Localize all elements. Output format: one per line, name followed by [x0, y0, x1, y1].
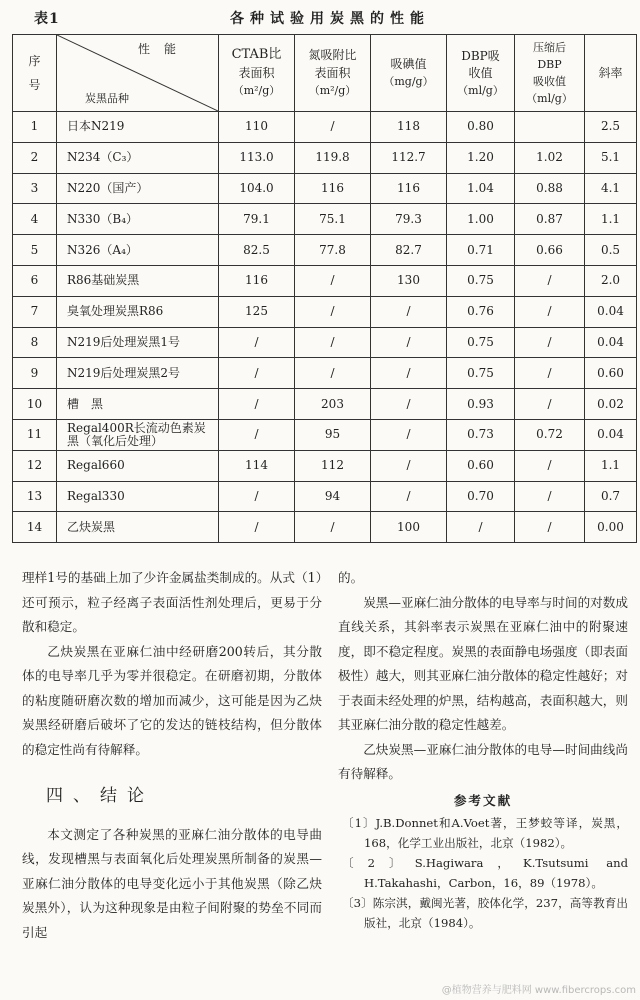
table-row	[13, 481, 637, 512]
table-cell-name: N330（B₄）	[57, 204, 219, 235]
table-cell-cdbp: /	[515, 512, 585, 543]
table-cell-iodine: 116	[371, 173, 447, 204]
table-cell-no: 12	[13, 450, 57, 481]
table-row	[13, 450, 637, 481]
table-row	[13, 358, 637, 389]
header-ctab: CTAB比 表面积 （m²/g）	[219, 35, 295, 112]
table-row	[13, 327, 637, 358]
table-cell-name: 乙炔炭黑	[57, 512, 219, 543]
table-number: 表1	[34, 11, 60, 27]
table-cell-no: 7	[13, 296, 57, 327]
table-cell-dbp: 1.00	[447, 204, 515, 235]
table-cell-cdbp: 0.88	[515, 173, 585, 204]
table-cell-n2: 203	[295, 389, 371, 420]
header-property-label: 性能	[137, 42, 190, 56]
table-cell-ctab: /	[219, 419, 295, 450]
table-cell-no: 10	[13, 389, 57, 420]
watermark: @植物营养与肥料网 www.fibercrops.com	[441, 985, 636, 996]
table-cell-slope: 4.1	[585, 173, 637, 204]
table-cell-n2: /	[295, 265, 371, 296]
table-cell-name: N234（C₃）	[57, 142, 219, 173]
table-cell-dbp: 1.04	[447, 173, 515, 204]
table-cell-n2: 75.1	[295, 204, 371, 235]
header-slope: 斜率	[585, 35, 637, 112]
table-cell-slope: 0.60	[585, 358, 637, 389]
table-cell-no: 2	[13, 142, 57, 173]
left-paragraph-3: 本文测定了各种炭黑的亚麻仁油分散体的电导曲线，发现槽黑与表面氧化后处理炭黑所制备的炭黑—亚麻仁油分散体的电导变化远小于其他炭黑（除乙炔炭黑外），认为这种现象是由粒子间附聚的势垒不同而引起	[22, 826, 322, 940]
table-cell-name: N326（A₄）	[57, 235, 219, 266]
table-cell-no: 9	[13, 358, 57, 389]
table-cell-n2: 95	[295, 419, 371, 450]
table-cell-dbp: 0.93	[447, 389, 515, 420]
table-cell-dbp: 0.75	[447, 265, 515, 296]
right-paragraph-0: 的。	[338, 570, 364, 585]
table-cell-dbp: 0.80	[447, 112, 515, 143]
header-property	[57, 35, 219, 112]
table-cell-name: N220（国产）	[57, 173, 219, 204]
left-text-column	[22, 566, 322, 945]
table-cell-cdbp	[515, 112, 585, 143]
header-seq: 序 号	[13, 35, 57, 112]
table-cell-n2: 94	[295, 481, 371, 512]
table-cell-name: N219后处理炭黑2号	[57, 358, 219, 389]
table-row	[13, 142, 637, 173]
table-cell-cdbp: /	[515, 358, 585, 389]
table-cell-slope: 5.1	[585, 142, 637, 173]
table-row	[13, 204, 637, 235]
table-cell-ctab: /	[219, 512, 295, 543]
references-heading: 参考文献	[453, 792, 513, 808]
table-cell-ctab: 79.1	[219, 204, 295, 235]
table-cell-no: 6	[13, 265, 57, 296]
table-cell-slope: 0.04	[585, 327, 637, 358]
right-paragraph-1: 炭黑—亚麻仁油分散体的电导率与时间的对数成直线关系，其斜率表示炭黑在亚麻仁油中的附聚速度，即不稳定程度。炭黑的表面静电场强度（即表面极性）越大，则其亚麻仁油分散体的稳定性越好；对于表面未经处理的炉黑，结构越高，表面积越大，则其亚麻仁油分散的稳定性越差。	[338, 594, 628, 732]
table-cell-iodine: 112.7	[371, 142, 447, 173]
table-cell-slope: 2.5	[585, 112, 637, 143]
table-cell-cdbp: /	[515, 450, 585, 481]
table-cell-no: 4	[13, 204, 57, 235]
table-cell-slope: 0.02	[585, 389, 637, 420]
table-cell-slope: 1.1	[585, 450, 637, 481]
carbon-black-properties-table	[12, 34, 637, 543]
table-cell-iodine: 100	[371, 512, 447, 543]
table-cell-dbp: 0.75	[447, 358, 515, 389]
table-cell-slope: 2.0	[585, 265, 637, 296]
table-cell-n2: 112	[295, 450, 371, 481]
table-cell-ctab: /	[219, 358, 295, 389]
table-cell-dbp: 1.20	[447, 142, 515, 173]
table-cell-name: Regal400R长流动色素炭黑（氧化后处理）	[57, 419, 219, 450]
table-cell-slope: 0.5	[585, 235, 637, 266]
right-text-column	[338, 566, 628, 933]
table-cell-n2: /	[295, 296, 371, 327]
table-cell-no: 5	[13, 235, 57, 266]
table-cell-cdbp: /	[515, 327, 585, 358]
table-cell-name: R86基础炭黑	[57, 265, 219, 296]
table-cell-n2: 77.8	[295, 235, 371, 266]
table-cell-cdbp: /	[515, 296, 585, 327]
table-row	[13, 389, 637, 420]
table-cell-ctab: /	[219, 389, 295, 420]
reference-3: 〔3〕陈宗淇，戴闽光著，胶体化学，237，高等教育出版社，北京（1984）。	[342, 896, 628, 930]
table-cell-iodine: /	[371, 296, 447, 327]
header-iodine: 吸碘值 （mg/g）	[371, 35, 447, 112]
table-cell-iodine: 118	[371, 112, 447, 143]
table-cell-cdbp: 1.02	[515, 142, 585, 173]
table-cell-no: 1	[13, 112, 57, 143]
table-cell-ctab: /	[219, 481, 295, 512]
table-title: 各种试验用炭黑的性能	[230, 11, 430, 27]
table-cell-iodine: 82.7	[371, 235, 447, 266]
header-dbp: DBP吸 收值 （ml/g）	[447, 35, 515, 112]
table-cell-name: 日本N219	[57, 112, 219, 143]
table-cell-slope: 0.04	[585, 296, 637, 327]
table-cell-iodine: /	[371, 481, 447, 512]
table-row	[13, 419, 637, 450]
table-cell-dbp: 0.70	[447, 481, 515, 512]
table-cell-slope: 1.1	[585, 204, 637, 235]
table-cell-dbp: 0.75	[447, 327, 515, 358]
table-cell-iodine: 79.3	[371, 204, 447, 235]
table-cell-name: 槽 黑	[57, 389, 219, 420]
right-paragraph-2: 乙炔炭黑—亚麻仁油分散体的电导—时间曲线尚有待解释。	[338, 741, 628, 781]
table-cell-ctab: 110	[219, 112, 295, 143]
header-variety-label: 炭黑品种	[85, 92, 129, 105]
table-cell-iodine: /	[371, 358, 447, 389]
table-cell-ctab: 104.0	[219, 173, 295, 204]
table-cell-n2: /	[295, 358, 371, 389]
table-cell-slope: 0.00	[585, 512, 637, 543]
table-cell-cdbp: /	[515, 265, 585, 296]
table-cell-slope: 0.04	[585, 419, 637, 450]
reference-1: 〔1〕J.B.Donnet和A.Voet著，王梦蛟等译，炭黑，168，化学工业出版社，北京（1982）。	[342, 816, 628, 850]
table-cell-cdbp: 0.72	[515, 419, 585, 450]
table-cell-slope: 0.7	[585, 481, 637, 512]
table-cell-ctab: 113.0	[219, 142, 295, 173]
table-cell-name: Regal330	[57, 481, 219, 512]
table-row	[13, 112, 637, 143]
table-cell-ctab: 116	[219, 265, 295, 296]
reference-2: 〔2〕S.Hagiwara，K.Tsutsumi and H.Takahashi，Carbon，16，89（1978）。	[342, 856, 628, 890]
left-paragraph-1: 理样1号的基础上加了少许金属盐类制成的。从式（1）还可预示，粒子经离子表面活性剂处理后，更易于分散和稳定。	[22, 570, 322, 634]
table-cell-iodine: /	[371, 327, 447, 358]
table-cell-name: 臭氧处理炭黑R86	[57, 296, 219, 327]
table-row	[13, 512, 637, 543]
left-paragraph-2: 乙炔炭黑在亚麻仁油中经研磨200转后，其分散体的电导率几乎为零并很稳定。在研磨初期，分散体的粘度随研磨次数的增加而减少，这可能是因为乙炔炭黑经研磨后破坏了它的发达的链枝结构，但分散体的稳定性尚有待解释。	[22, 643, 322, 757]
table-row	[13, 235, 637, 266]
table-cell-n2: /	[295, 512, 371, 543]
table-caption	[34, 8, 634, 30]
table-cell-ctab: 114	[219, 450, 295, 481]
table-cell-iodine: /	[371, 419, 447, 450]
table-cell-dbp: 0.71	[447, 235, 515, 266]
table-header-row	[13, 35, 637, 112]
table-cell-n2: 116	[295, 173, 371, 204]
table-cell-cdbp: /	[515, 389, 585, 420]
table-cell-dbp: 0.60	[447, 450, 515, 481]
table-row	[13, 265, 637, 296]
table-cell-dbp: 0.76	[447, 296, 515, 327]
table-cell-dbp: /	[447, 512, 515, 543]
table-cell-name: N219后处理炭黑1号	[57, 327, 219, 358]
table-cell-cdbp: /	[515, 481, 585, 512]
section-heading-conclusion: 四、结论	[46, 786, 154, 806]
header-nitrogen: 氮吸附比 表面积 （m²/g）	[295, 35, 371, 112]
table-cell-no: 14	[13, 512, 57, 543]
table-row	[13, 173, 637, 204]
table-cell-ctab: 125	[219, 296, 295, 327]
table-cell-n2: /	[295, 327, 371, 358]
table-cell-iodine: 130	[371, 265, 447, 296]
table-cell-no: 13	[13, 481, 57, 512]
table-cell-name: Regal660	[57, 450, 219, 481]
table-cell-dbp: 0.73	[447, 419, 515, 450]
table-cell-iodine: /	[371, 389, 447, 420]
table-cell-n2: /	[295, 112, 371, 143]
table-cell-cdbp: 0.66	[515, 235, 585, 266]
table-cell-no: 3	[13, 173, 57, 204]
table-cell-cdbp: 0.87	[515, 204, 585, 235]
table-cell-no: 11	[13, 419, 57, 450]
table-cell-ctab: /	[219, 327, 295, 358]
table-row	[13, 296, 637, 327]
table-cell-no: 8	[13, 327, 57, 358]
table-cell-n2: 119.8	[295, 142, 371, 173]
table-cell-iodine: /	[371, 450, 447, 481]
table-cell-ctab: 82.5	[219, 235, 295, 266]
header-compressed-dbp: 压缩后 DBP 吸收值 （ml/g）	[515, 35, 585, 112]
